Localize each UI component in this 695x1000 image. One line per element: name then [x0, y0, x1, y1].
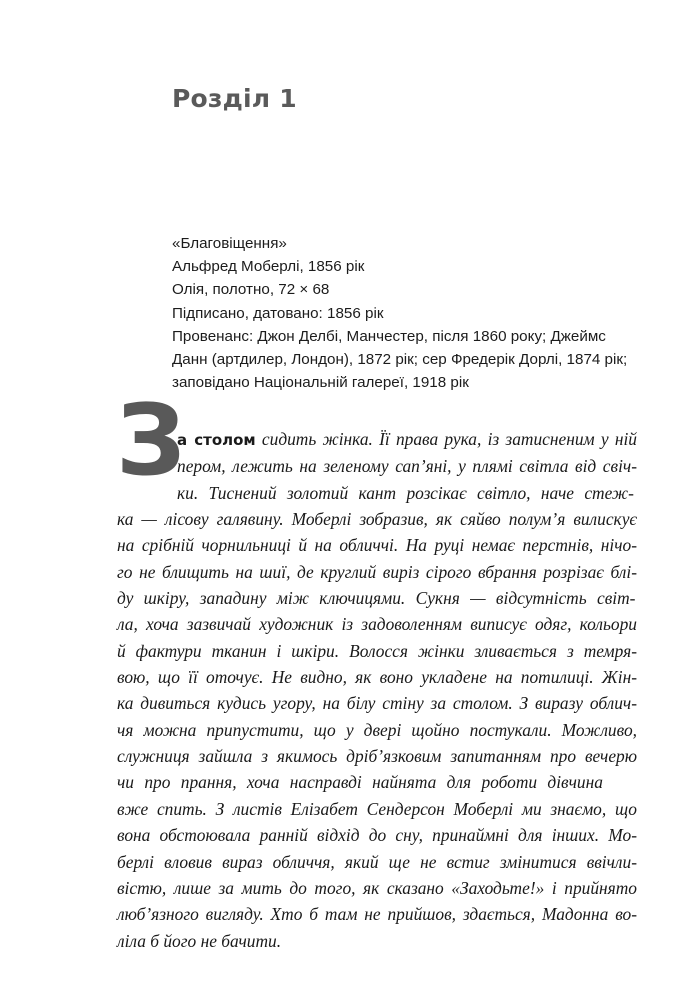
paragraph-line: на срібній чорнильниці й на обличчі. На руці немає перстнів, нічо-	[117, 535, 637, 556]
artist-line: Альфред Моберлі, 1856 рік	[172, 258, 365, 276]
first-line-text: сидить жінка. Її права рука, із затисненим у ній	[255, 429, 637, 449]
body-paragraph	[117, 426, 637, 954]
paragraph-line: пером, лежить на зеленому сап’яні, у плямі світла від свіч-	[177, 456, 637, 477]
paragraph-line: вістю, лише за мить до того, як сказано «Заходьте!» і прийнято	[117, 877, 637, 898]
provenance-line: Данн (артдилер, Лондон), 1872 рік; сер Фредерік Дорлі, 1874 рік;	[172, 351, 628, 369]
artwork-title: «Благовіщення»	[172, 235, 287, 252]
medium-line: Олія, полотно, 72 × 68	[172, 281, 330, 299]
paragraph-line: вою, що її оточує. Не видно, як воно укладене на потилиці. Жін-	[117, 667, 637, 688]
paragraph-line: ки. Тиснений золотий кант розсікає світло, наче стеж-	[177, 482, 634, 503]
paragraph-line: служниця зайшла з якимось дріб’язковим запитанням про вечерю	[117, 746, 637, 767]
paragraph-line: чи про прання, хоча насправді найнята для роботи дівчина	[117, 772, 603, 793]
paragraph-line: ду шкіру, западину між ключицями. Сукня — відсутність світ-	[117, 588, 636, 609]
paragraph-line: чя можна припустити, що у двері щойно постукали. Можливо,	[117, 719, 637, 740]
paragraph-line	[117, 426, 637, 453]
provenance-line: Провенанс: Джон Делбі, Манчестер, після 1860 року; Джеймс	[172, 327, 606, 345]
paragraph-line: й фактури тканин і шкіри. Волосся жінки зливається з темря-	[117, 640, 637, 661]
artwork-provenance	[172, 232, 632, 394]
lead-in: а столом	[177, 431, 256, 449]
signature-line: Підписано, датовано: 1856 рік	[172, 304, 384, 322]
paragraph-line: ла, хоча зазвичай художник із задоволенням виписує одяг, кольори	[117, 614, 637, 635]
paragraph-line: ліла б його не бачити.	[117, 930, 282, 951]
paragraph-line: вона обстоювала ранній відхід до сну, принаймні для інших. Мо-	[117, 825, 637, 846]
paragraph-line: вже спить. З листів Елізабет Сендерсон Моберлі ми знаємо, що	[117, 798, 637, 819]
paragraph-line: ка дивиться кудись угору, на білу стіну за столом. З виразу облич-	[117, 693, 637, 714]
chapter-title: Розділ 1	[172, 84, 297, 113]
paragraph-line: ка — лісову галявину. Моберлі зобразив, як сяйво полум’я вилискує	[117, 509, 637, 530]
paragraph-line: люб’язного вигляду. Хто б там не прийшов, здається, Мадонна во-	[117, 904, 637, 925]
paragraph-line: го не блищить на шиї, де круглий виріз сірого вбрання розрізає блі-	[117, 561, 637, 582]
paragraph-line: берлі вловив вираз обличчя, який ще не встиг змінитися ввічли-	[117, 851, 637, 872]
drop-cap: З	[116, 384, 186, 498]
provenance-line: заповідано Національній галереї, 1918 рік	[172, 374, 469, 392]
